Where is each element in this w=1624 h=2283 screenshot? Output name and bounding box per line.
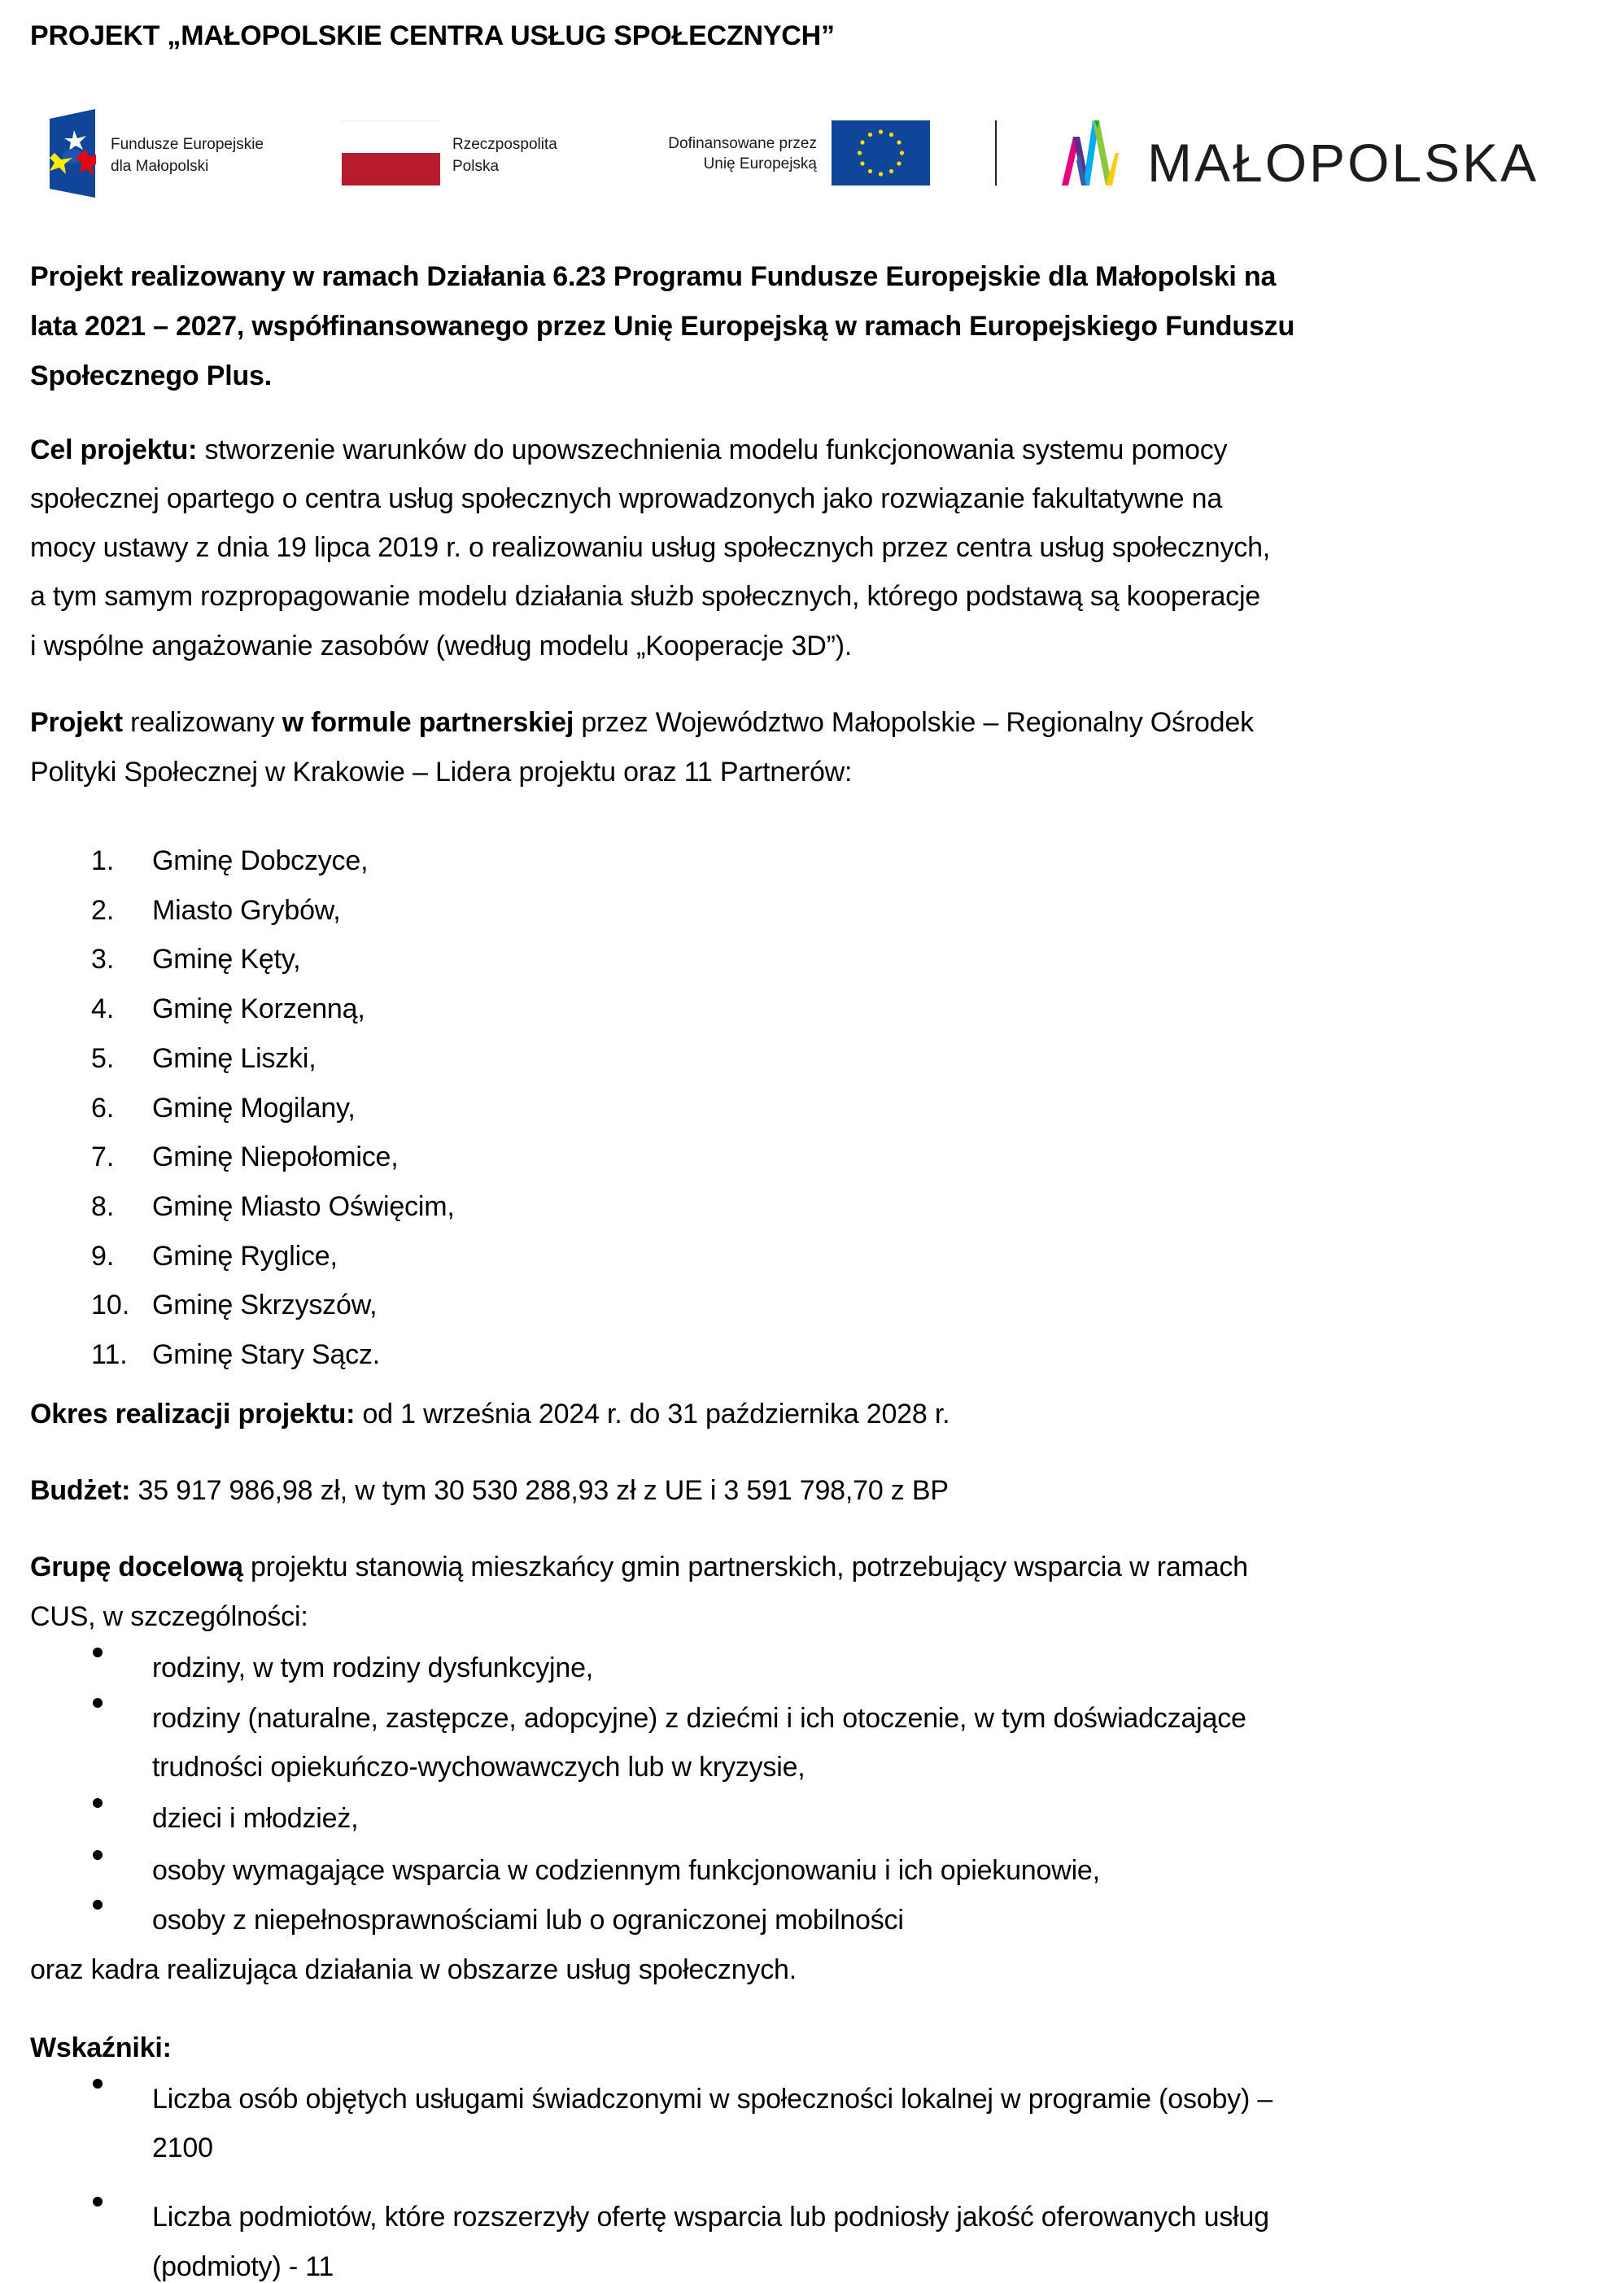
budget-value: 35 917 986,98 zł, w tym 30 530 288,93 zł z UE i 3 591 798,70 z BP [130,1475,949,1506]
indicator-item-cont: 2100 [152,2132,213,2163]
eu-flag-icon [832,120,930,186]
indicator-item: Liczba osób objętych usługami świadczonymi w społeczności lokalnej w programie (osoby) – [152,2084,1273,2115]
eu-logo-line2: Unię Europejską [703,155,817,172]
bullet-icon [93,1900,103,1910]
partner-number: 10. [91,1290,130,1321]
partner-number: 9. [91,1240,115,1272]
partner-number: 3. [91,944,115,976]
period-line [30,1398,950,1430]
intro-line: lata 2021 – 2027, współfinansowanego przez Unię Europejską w ramach Europejskiego Funduszu [30,311,1295,342]
period-value: od 1 września 2024 r. do 31 października 2028 r. [355,1399,950,1430]
budget-line [30,1474,949,1507]
partner-item: Gminę Dobczyce, [152,845,369,876]
rp-logo-line2: Polska [452,158,500,175]
partner-item: Gminę Mogilany, [152,1092,356,1124]
bullet-icon [93,1798,103,1808]
eu-logo-line1: Dofinansowane przez [668,135,817,152]
target-bullet: dzieci i młodzież, [152,1803,359,1834]
partner-number: 1. [91,845,115,876]
partner-item: Gminę Skrzyszów, [152,1290,378,1321]
fundusze-europejskie-stars-icon [50,109,96,198]
fe-logo-line1: Fundusze Europejskie [111,136,264,153]
target-bullet: osoby z niepełnosprawnościami lub o ograniczonej mobilności [152,1905,904,1936]
target-label: Grupę docelową [30,1552,243,1582]
target-bullet: osoby wymagające wsparcia w codziennym funkcjonowaniu i ich opiekunowie, [152,1855,1100,1886]
partnership-line: Polityki Społecznej w Krakowie – Lidera projektu oraz 11 Partnerów: [30,757,853,788]
partner-item: Gminę Liszki, [152,1042,317,1074]
target-bullet-cont: trudności opiekuńczo-wychowawczych lub w kryzysie, [152,1752,805,1783]
indicators-heading: Wskaźniki: [30,2032,172,2063]
target-bullet: rodziny (naturalne, zastępcze, adopcyjne) z dziećmi i ich otoczenie, w tym doświadczające [152,1703,1246,1734]
indicator-item: Liczba podmiotów, które rozszerzyły ofertę wsparcia lub podniosły jakość oferowanych usług [152,2202,1269,2233]
budget-label: Budżet: [30,1475,131,1506]
partner-item: Gminę Korzenną, [152,993,365,1025]
bullet-icon [93,1698,103,1708]
partner-number: 2. [91,894,115,926]
partner-item: Miasto Grybów, [152,894,341,926]
partner-number: 6. [91,1092,115,1124]
logo-divider [995,120,997,186]
malopolska-m-icon [1062,120,1130,186]
intro-line: Społecznego Plus. [30,360,272,391]
bullet-icon [93,1850,103,1860]
fe-logo-line2: dla Małopolski [111,158,209,175]
intro-line: Projekt realizowany w ramach Działania 6.23 Programu Fundusze Europejskie dla Małopolski na [30,261,1277,292]
partner-item: Gminę Niepołomice, [152,1142,399,1173]
rp-logo-line1: Rzeczpospolita [452,136,557,153]
partner-number: 4. [91,993,115,1025]
target-closing: oraz kadra realizująca działania w obszarze usług społecznych. [30,1954,797,1985]
bullet-icon [93,2079,103,2089]
period-label: Okres realizacji projektu: [30,1399,356,1430]
partner-item: Gminę Stary Sącz. [152,1339,381,1370]
bullet-icon [93,2197,103,2207]
partner-number: 7. [91,1142,115,1173]
target-bullet: rodziny, w tym rodziny dysfunkcyjne, [152,1652,594,1683]
poland-flag-icon [342,153,440,186]
partner-item: Gminę Miasto Oświęcim, [152,1190,455,1222]
goal-label: Cel projektu: [30,434,198,465]
malopolska-logo-text: MAŁOPOLSKA [1147,133,1539,193]
partner-item: Gminę Ryglice, [152,1240,338,1272]
target-line: Grupę docelową projektu stanowią mieszkańcy gmin partnerskich, potrzebujący wsparcia w ramach [30,1552,1248,1582]
partner-number: 5. [91,1042,115,1074]
logo-strip [0,106,1624,203]
partner-item: Gminę Kęty, [152,944,301,976]
goal-line: mocy ustawy z dnia 19 lipca 2019 r. o realizowaniu usług społecznych przez centra usług społecznych, [30,532,1271,563]
goal-line: Cel projektu: stworzenie warunków do upowszechnienia modelu funkcjonowania systemu pomocy [30,434,1228,465]
goal-line: a tym samym rozpropagowanie modelu działania służb społecznych, którego podstawą są kooperacje [30,581,1261,612]
goal-line: społecznej opartego o centra usług społecznych wprowadzonych jako rozwiązanie fakultatywne na [30,483,1223,514]
partnership-line: Projekt realizowany w formule partnerskiej przez Województwo Małopolskie – Regionalny Ośrodek [30,707,1254,738]
bullet-icon [93,1648,103,1657]
indicator-item-cont: (podmioty) - 11 [152,2251,334,2282]
partner-number: 8. [91,1190,115,1222]
poland-flag-white [342,120,440,154]
partner-number: 11. [91,1339,128,1370]
page-title: PROJEKT „MAŁOPOLSKIE CENTRA USŁUG SPOŁECZNYCH” [30,20,835,51]
goal-line: i wspólne angażowanie zasobów (według modelu „Kooperacje 3D”). [30,631,853,661]
target-line: CUS, w szczególności: [30,1601,308,1632]
